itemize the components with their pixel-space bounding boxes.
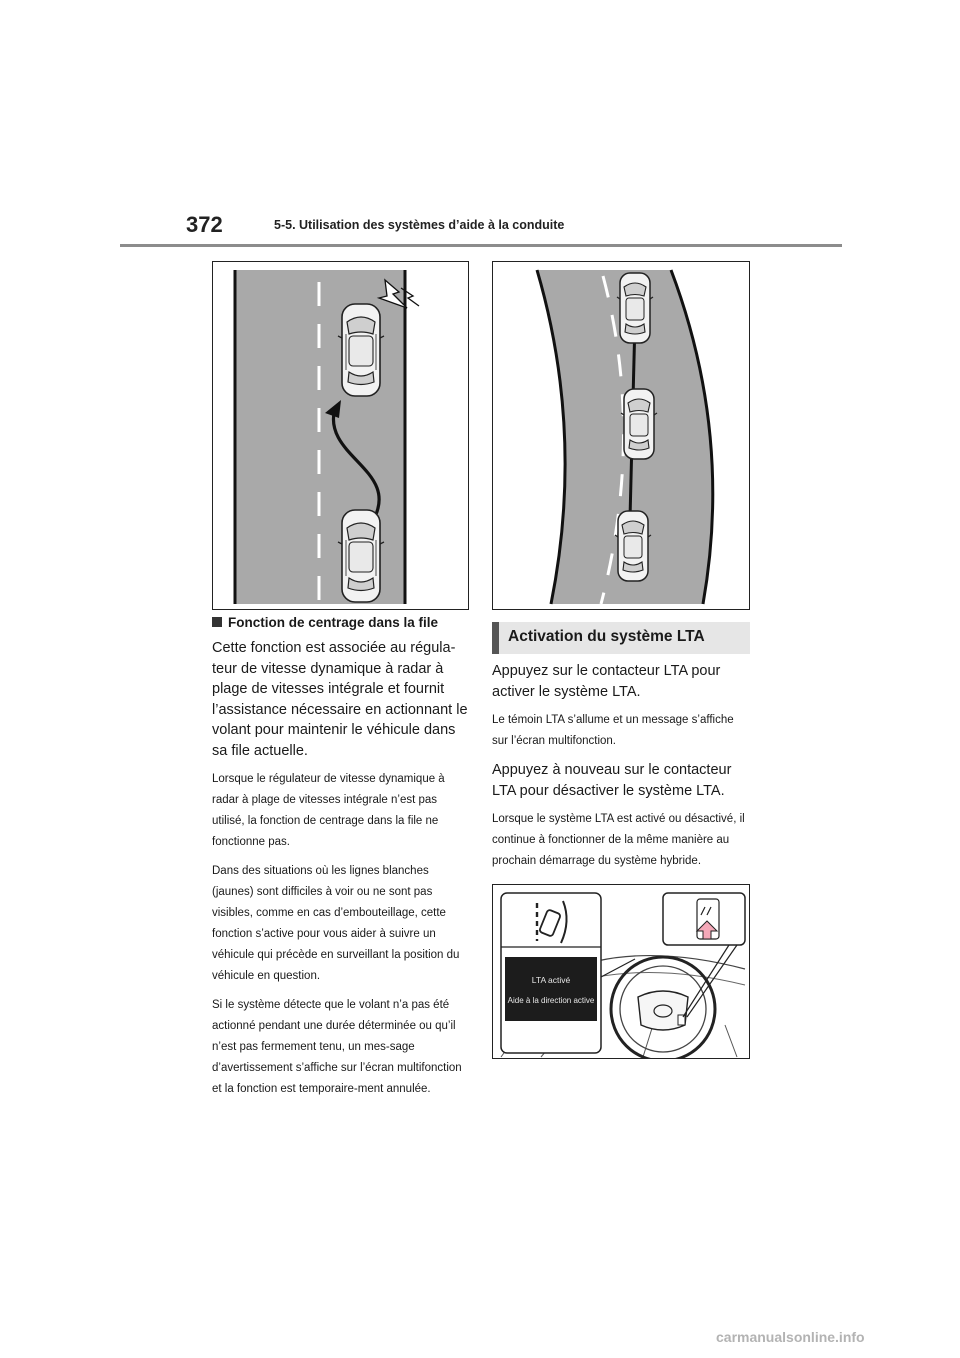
note-activate: Le témoin LTA s’allume et un message s’affiche sur l’écran multifonction.	[492, 714, 734, 747]
section-title: Activation du système LTA	[508, 628, 705, 645]
car-2	[621, 389, 657, 459]
cockpit-illustration	[493, 885, 749, 1058]
car-1	[617, 273, 653, 343]
subheading-text: Fonction de centrage dans la file	[228, 615, 439, 630]
display-message-line-1: LTA activé	[531, 975, 571, 985]
square-bullet-icon	[212, 617, 222, 627]
multi-info-display	[505, 957, 597, 1021]
lead-activate: Appuyez sur le contacteur LTA pour activer le système LTA.	[492, 663, 721, 700]
lane-centering-illustration	[213, 262, 468, 609]
watermark: carmanualsonline.info	[716, 1329, 865, 1345]
lta-switch-figure	[492, 884, 750, 1059]
section-title-box	[492, 622, 750, 654]
display-message-line-2: Aide à la direction active	[507, 996, 595, 1005]
header-rule	[120, 244, 842, 247]
lead-paragraph: Cette fonction est associée au régula-teur de vitesse dynamique à radar à plage de vitesses intégrale et fournit l’assistance nécessaire en actionnant le volant pour maintenir le véhicule dans sa file actuelle.	[212, 640, 468, 759]
paragraph-1: Lorsque le régulateur de vitesse dynamique à radar à plage de vitesses intégrale n’est pas utilisé, la fonction de centrage dans la file ne fonctionne pas.	[212, 773, 445, 848]
left-column	[212, 614, 468, 1108]
lane-trace-illustration	[493, 262, 749, 609]
lane-centering-figure	[212, 261, 469, 610]
subheading-lane-centering	[212, 614, 468, 632]
car-own	[338, 510, 384, 602]
page-number: 372	[186, 212, 223, 237]
right-column	[492, 661, 750, 880]
lead-deactivate: Appuyez à nouveau sur le contacteur LTA pour désactiver le système LTA.	[492, 762, 732, 799]
car-3	[615, 511, 651, 581]
paragraph-3: Si le système détecte que le volant n’a pas été actionné pendant une durée déterminée ou qu’il n’est pas fermement tenu, un mes-sage d’avertissement s’affiche sur l’écran multifonction et la fonction est temporaire-ment annulée.	[212, 999, 462, 1095]
car-ahead	[338, 304, 384, 396]
paragraph-2: Dans des situations où les lignes blanches (jaunes) sont difficiles à voir ou ne sont pas visibles, comme en cas d’embouteillage, cette fonction s’active pour vous aider à suivre un véhicule qui précède en surveillant la position du véhicule en question.	[212, 865, 460, 982]
note-deactivate: Lorsque le système LTA est activé ou désactivé, il continue à fonctionner de la même manière au prochain démarrage du système hybride.	[492, 813, 745, 867]
lane-trace-figure	[492, 261, 750, 610]
section-header: 5-5. Utilisation des systèmes d’aide à la conduite	[274, 218, 565, 232]
